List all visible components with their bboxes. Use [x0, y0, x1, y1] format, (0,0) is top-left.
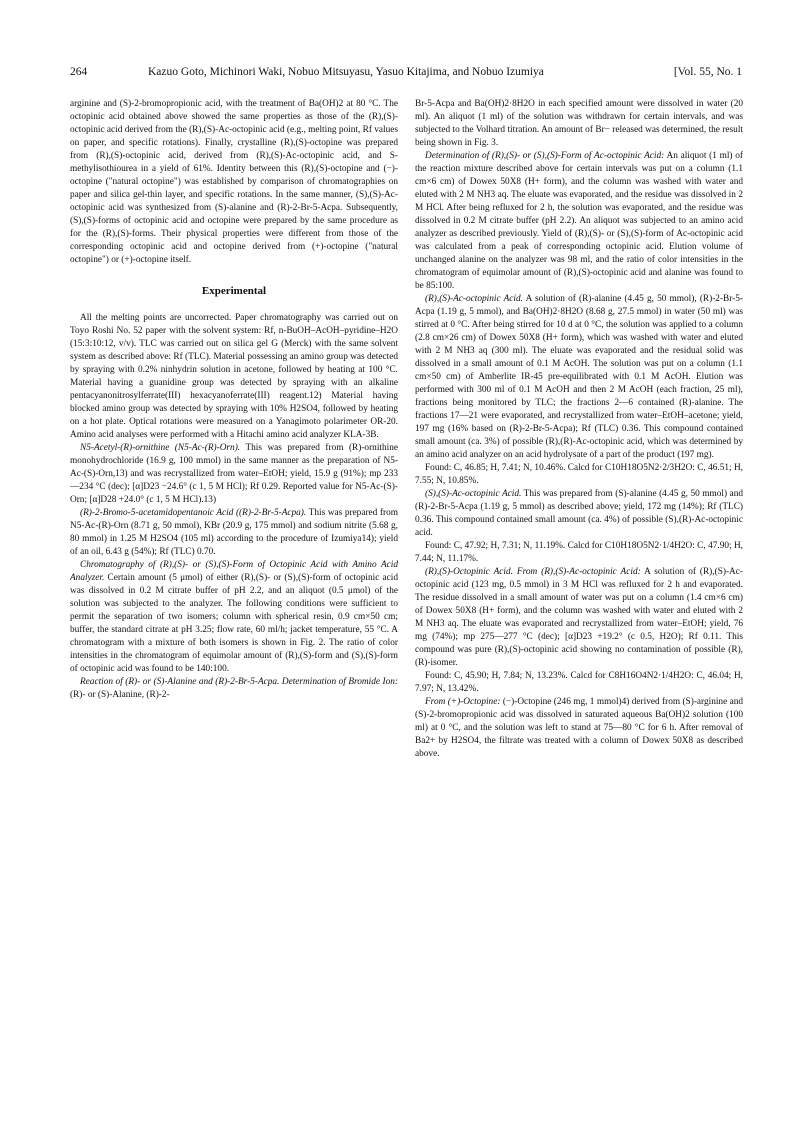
paragraph-body: A solution of (R),(S)-Ac-octopinic acid (123 mg, 0.5 mmol) in 3 M HCl was refluxed for 2 h and evaporated. The residue dissolved in a small amount of water was put on a column (1.4 cm×6 cm) of Dowex 50X8 (H+ form), and the column was washed with water and eluted with 2 M NH3 aq. The eluate was evaporated and recrystallized from water–EtOH; yield, 76 mg (74%); mp 275—277 °C (dec); [α]D23 +19.2° (c 0.5, H2O); Rf 0.11. This compound was pure (R),(S)-octopinic acid showing no contamination of possible (R),(R)-isomer. [415, 567, 743, 668]
elemental-analysis: Found: C, 46.85; H, 7.41; N, 10.46%. Calcd for C10H18O5N2·2/3H2O: C, 46.51; H, 7.55; N, 10.85%. [415, 463, 743, 486]
paragraph [415, 293, 743, 462]
paragraph: All the melting points are uncorrected. Paper chromatography was carried out on Toyo Roshi No. 52 paper with the solvent system: Rf, n-BuOH–AcOH–pyridine–H2O (15:3:10:12, v/v). TLC was carried out on silica gel G (Merck) with the same solvent system as described above: Rf (TLC). Material possessing an amino group was detected by spraying with 0.2% ninhydrin solution in acetone, followed by heating at 100 °C. Material having a guanidine group was detected by spraying with an alkaline pentacyanonitrosylferrate(III) hexacyanoferrate(III) reagent.12) Material having blocked amino group was detected by spraying with 10% H2SO4, followed by heating on a hot plate. Optical rotations were measured on a Yanagimoto polarimeter OR-20. Amino acid analyses were performed with a Hitachi amino acid analyzer KLA-3B. [70, 313, 398, 440]
paragraph [70, 559, 398, 676]
paragraph [415, 696, 743, 761]
paragraph-subtitle: From (R),(S)-Ac-octopinic Acid: [516, 567, 641, 577]
paragraph-title: Determination of (R),(S)- or (S),(S)-Form of Ac-octopinic Acid: [425, 151, 665, 161]
paragraph [70, 507, 398, 559]
paragraph-body: This was prepared from (R)-ornithine monohydrochloride (16.9 g, 100 mmol) in the same manner as the preparation of N5-Ac-(S)-Orn,13) and was recrystallized from water–EtOH; yield, 15.9 g (91%); mp 233—234 °C (dec); [α]D23 −24.6° (c 1, 5 M HCl); Rf 0.29. Reported value for N5-Ac-(S)-Orn; [α]D28 +24.0° (c 1, 5 M HCl).13) [70, 443, 398, 505]
paragraph-body: A solution of (R)-alanine (4.45 g, 50 mmol), (R)-2-Br-5-Acpa (1.19 g, 5 mmol), and Ba(OH)2·8H2O (8.68 g, 27.5 mmol) in water (50 ml) was stirred at 0 °C. After being stirred for 10 d at 0 °C, the solution was applied to a column (2.8 cm×26 cm) of Dowex 50X8 (H+ form), which was washed with water and eluted with 2 M NH3 aq (300 ml). The eluate was evaporated and the residual solid was dissolved in a small amount of 0.1 M AcOH. The solution was put on a column (1.1 cm×50 cm) of Amberlite IR-45 pre-equilibrated with 0.1 M AcOH. Elution was performed with 300 ml of 0.1 M AcOH and then 2 M AcOH (each fraction, 25 ml), fractions being monitored by TLC; the fractions 2—6 contained (R)-alanine. The fractions 17—21 were evaporated, and recrystallized from water–EtOH–acetone; yield, 197 mg (16% based on (R)-2-Br-5-Acpa); Rf (TLC) 0.36. This compound contained small amount (ca. 3%) of possible (R),(R)-Ac-octopinic acid, which was determined by an amino acid analyzer on an acid hydrolysate of a part of the product (197 mg). [415, 294, 743, 460]
paragraph: Br-5-Acpa and Ba(OH)2·8H2O in each specified amount were dissolved in water (20 ml). An aliquot (1 ml) of the solution was withdrawn for certain intervals, and was subjected to the Volhard titration. An amount of Br− released was determined, the result being shown in Fig. 3. [415, 99, 743, 148]
paragraph [415, 566, 743, 670]
paragraph-title: (R),(S)-Ac-octopinic Acid. [425, 294, 523, 304]
elemental-analysis: Found: C, 47.92; H, 7.31; N, 11.19%. Calcd for C10H18O5N2·1/4H2O: C, 47.90; H, 7.44; N, 11.17%. [415, 541, 743, 564]
paragraph-title: (R),(S)-Octopinic Acid. [425, 567, 513, 577]
paragraph-body: Certain amount (5 μmol) of either (R),(S)- or (S),(S)-form of octopinic acid was dissolved in 0.2 M citrate buffer of pH 2.2, and an aliquot (0.5 μmol) of the solution was subjected to the analyzer. The following conditions were sufficient to permit the separation of two isomers; column with spherical resin, 0.9 cm×50 cm; buffer, the standard citrate at pH 3.25; flow rate, 60 ml/h; jacket temperature, 55 °C. A chromatogram with a mixture of both isomers is shown in Fig. 2. The ratio of color intensities in the chromatogram of equimolar amount of (R),(S)-form and (S),(S)-form of octopinic acid was found to be 140:100. [70, 573, 398, 674]
paragraph-body: (−)-Octopine (246 mg, 1 mmol)4) derived from (S)-arginine and (S)-2-bromopropionic acid was dissolved in saturated aqueous Ba(OH)2 solution (100 ml) at 0 °C, and the solution was left to stand at 75—80 °C for 6 h. After removal of Ba2+ by H2SO4, the filtrate was treated with a column of Dowex 50X8 as described above. [415, 697, 743, 759]
paragraph-body: An aliquot (1 ml) of the reaction mixture described above for certain intervals was put on a column (1.1 cm×6 cm) of Dowex 50X8 (H+ form), and the column was washed with water and eluted with 2 M NH3 aq. The eluate was evaporated, and the residue was dissolved in 2 M HCl. After being refluxed for 2 h, the solution was evaporated, and the residue was dissolved in 0.2 M citrate buffer (pH 2.2). An aliquot was subjected to an amino acid analyzer as described previously. Yield of (R),(S)- or (S),(S)-form of Ac-octopinic acid was calculated from a peak of corresponding octopinic acid. Elution volume of unchanged alanine on the analyzer was 98 ml, and the ratio of color intensities in the chromatogram of equimolar amount of (R),(S)-octopinic acid and alanine was found to be 85:100. [415, 151, 743, 291]
volume-info: [Vol. 55, No. 1 [673, 66, 742, 78]
author-line: Kazuo Goto, Michinori Waki, Nobuo Mitsuyasu, Yasuo Kitajima, and Nobuo Izumiya [148, 66, 544, 78]
paragraph-title: From (+)-Octopine: [425, 697, 501, 707]
paragraph-title: (R)-2-Bromo-5-acetamidopentanoic Acid ((R)-2-Br-5-Acpa). [80, 508, 307, 518]
running-header [70, 66, 742, 82]
paragraph [70, 676, 398, 702]
paragraph-body: (R)- or (S)-Alanine, (R)-2- [70, 690, 170, 700]
paragraph-title: Chromatography of (R),(S)- or (S),(S)-Form of Octopinic Acid with Amino Acid Analyzer. [70, 560, 398, 583]
right-column [415, 98, 743, 1098]
paragraph-title: N5-Acetyl-(R)-ornithine (N5-Ac-(R)-Orn). [80, 443, 241, 453]
section-heading: Experimental [201, 285, 267, 297]
elemental-analysis: Found: C, 45.90; H, 7.84; N, 13.23%. Calcd for C8H16O4N2·1/4H2O: C, 46.04; H, 7.97; N, 13.42%. [415, 671, 743, 694]
paragraph-body: This was prepared from (S)-alanine (4.45 g, 50 mmol) and (R)-2-Br-5-Acpa (1.19 g, 5 mmol) as described above; yield, 172 mg (14%); Rf (TLC) 0.36. This compound contained small amount (ca. 4%) of possible (S),(R)-Ac-octopinic acid. [415, 489, 743, 538]
paragraph: arginine and (S)-2-bromopropionic acid, with the treatment of Ba(OH)2 at 80 °C. The octopinic acid obtained above showed the same properties as those of the (R),(S)-octopinic acid derived from the (R),(S)-Ac-octopinic acid (e.g., melting point, Rf values on paper, and specific rotations). Finally, crystalline (R),(S)-octopine was prepared from (R),(S)-octopinic acid, derived from (R),(S)-Ac-octopinic acid, and S-methylisothiourea in a yield of 61%. Identity between this (R),(S)-octopine and (−)-octopine ("natural octopine") was established by comparison of chromatographies on paper and silica gel-thin layer, and specific rotations. In the same manner, (S),(S)-Ac-octopinic acid was synthesized from (S)-alanine and (R)-2-Br-5-Acpa. Subsequently, (S),(S)-forms of octopinic acid and octopine were prepared by the same procedure as for the (R),(S)-forms. Their physical properties were different from those of the corresponding octopinic acid and octopine derived from (+)-octopine ("natural octopine") or (+)-octopine itself. [70, 99, 398, 265]
left-column [70, 98, 398, 1098]
paragraph-title: (S),(S)-Ac-octopinic Acid. [425, 489, 522, 499]
paragraph-title: Reaction of (R)- or (S)-Alanine and (R)-2-Br-5-Acpa. Determination of Bromide Ion: [80, 677, 398, 687]
paragraph [70, 442, 398, 507]
paragraph [415, 150, 743, 293]
paragraph-body: This was prepared from N5-Ac-(R)-Orn (8.71 g, 50 mmol), KBr (20.9 g, 175 mmol) and sodium nitrite (5.68 g, 80 mmol) in 1.25 M H2SO4 (105 ml) according to the procedure of Izumiya14); yield of an oil, 6.43 g (54%); Rf (TLC) 0.70. [70, 508, 398, 557]
page-number: 264 [70, 66, 88, 78]
paragraph [415, 488, 743, 540]
